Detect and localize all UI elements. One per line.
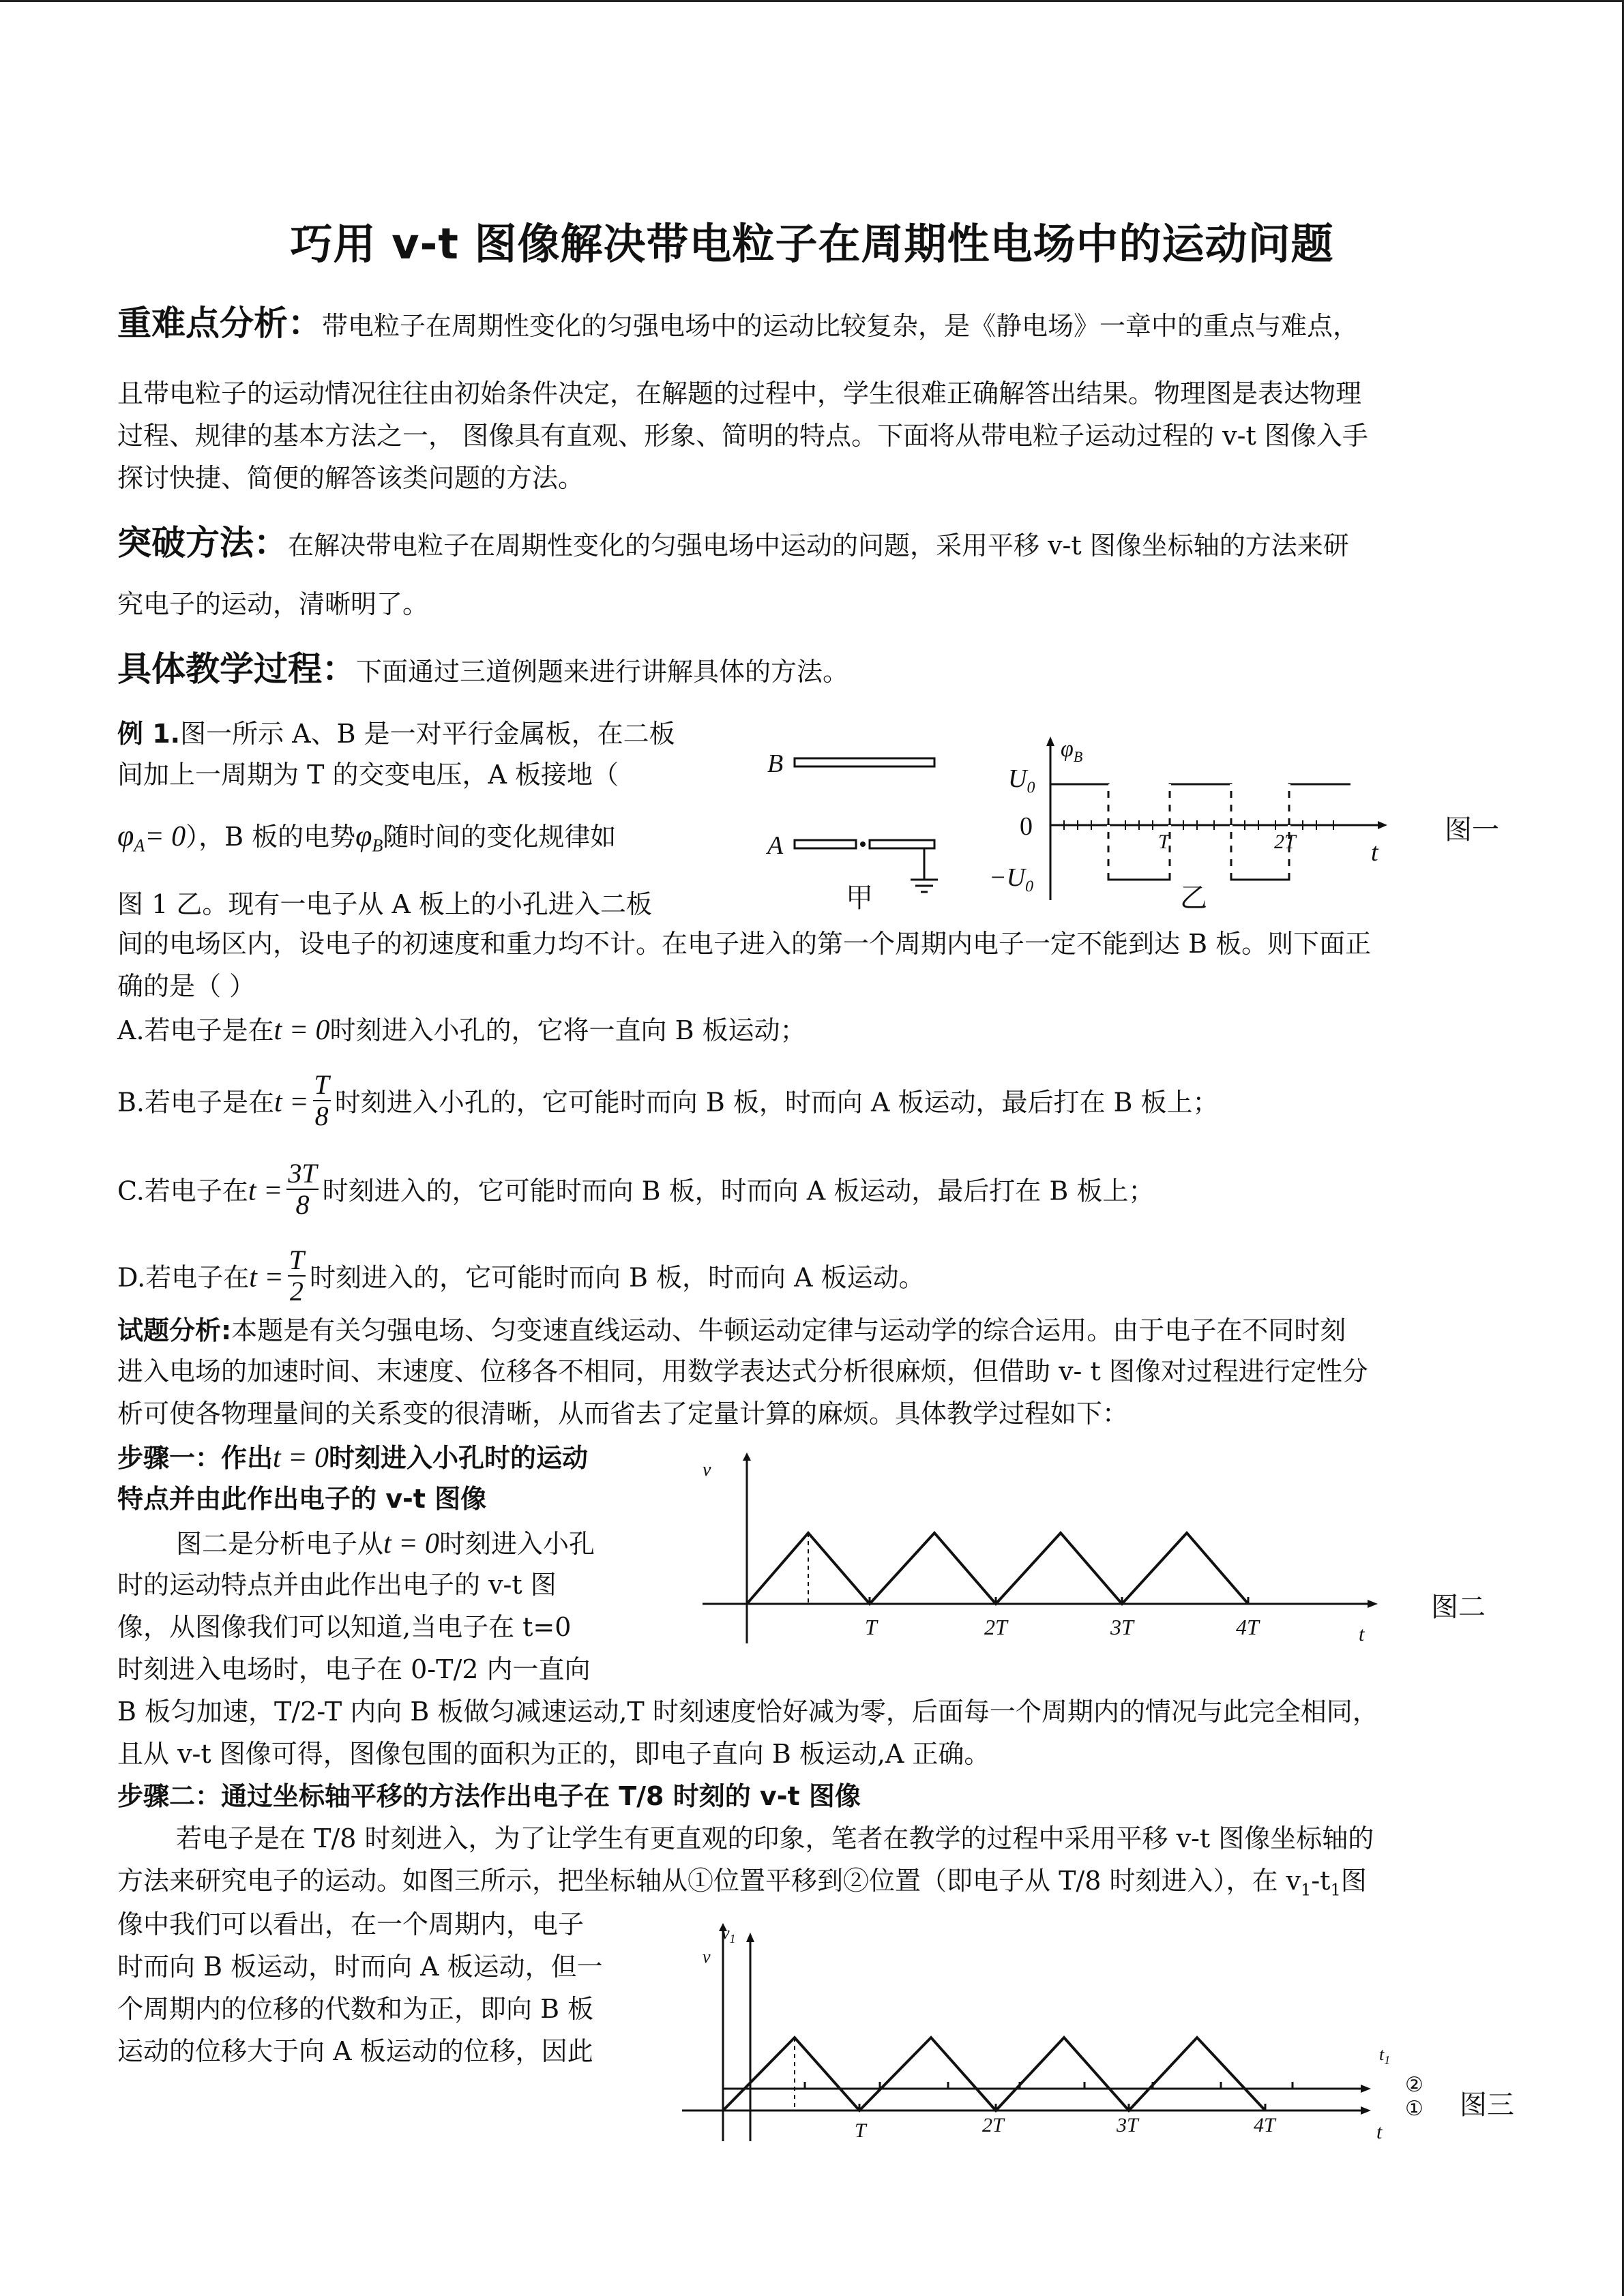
plate-b-label: B bbox=[767, 749, 784, 778]
step1-text-3: 像，从图像我们可以知道,当电子在 t=0 bbox=[117, 1612, 572, 1642]
fig3-v1-sub: 1 bbox=[729, 1932, 736, 1946]
section-method-line1 bbox=[117, 525, 1349, 563]
u0-label bbox=[1008, 764, 1035, 798]
option-b bbox=[117, 1069, 1219, 1135]
u0-sub: 0 bbox=[1027, 779, 1035, 797]
phi-a-eq: = 0 bbox=[145, 821, 186, 852]
option-c-pre: C.若电子在 bbox=[117, 1176, 248, 1206]
step1-text-4: 时刻进入电场时，电子在 0-T/2 内一直向 bbox=[117, 1654, 591, 1684]
step2-text-1: 若电子是在 T/8 时刻进入，为了让学生有更直观的印象，笔者在教学的过程中采用平移 v-t 图像坐标轴的 bbox=[176, 1823, 1374, 1853]
difficulty-text-2: 且带电粒子的运动情况往往由初始条件决定，在解题的过程中，学生很难正确解答出结果。物理图是表达物理 bbox=[117, 378, 1362, 408]
method-text-2: 究电子的运动，清晰明了。 bbox=[117, 589, 429, 619]
section-method-heading: 突破方法： bbox=[117, 523, 288, 563]
option-b-post: 时刻进入小孔的，它可能时而向 B 板，时而向 A 板运动，最后打在 B 板上； bbox=[334, 1087, 1219, 1118]
figure1-diagram bbox=[757, 736, 1535, 914]
option-b-fraction bbox=[313, 1070, 331, 1131]
example1-line1 bbox=[117, 716, 675, 751]
example1-text-2: 间加上一周期为 T 的交变电压，A 板接地（ bbox=[117, 760, 619, 790]
fig2-velocity-curve bbox=[747, 1533, 1248, 1604]
plate-a-left bbox=[795, 840, 856, 848]
fig1-tick-t: T bbox=[1158, 831, 1170, 853]
fig3-v-label: v bbox=[703, 1947, 711, 1967]
fig2-t-label: t bbox=[1359, 1623, 1365, 1645]
option-d-t: t = bbox=[249, 1262, 284, 1294]
analysis-text-1: 本题是有关匀强电场、匀变速直线运动、牛顿运动定律与运动学的综合运用。由于电子在不同时刻 bbox=[231, 1315, 1346, 1345]
figure3-vt-shifted-graph bbox=[675, 1923, 1405, 2155]
fig2-tick-4: 4T bbox=[1236, 1615, 1259, 1639]
step2-text-2 bbox=[117, 1863, 1367, 1908]
page-title: 巧用 v-t 图像解决带电粒子在周期性电场中的运动问题 bbox=[290, 219, 1334, 269]
example1-text-6: 确的是（ ） bbox=[117, 971, 256, 1001]
phi-a-sub: A bbox=[134, 835, 145, 856]
fig3-tick-4: 4T bbox=[1254, 2114, 1275, 2136]
option-b-den: 8 bbox=[314, 1101, 329, 1131]
option-c-t: t = bbox=[248, 1175, 283, 1207]
option-b-pre: B.若电子是在 bbox=[117, 1087, 275, 1118]
option-a bbox=[117, 1013, 806, 1048]
plate-a-hole bbox=[860, 841, 866, 847]
step1-text-2: 时的运动特点并由此作出电子的 v-t 图 bbox=[117, 1570, 557, 1600]
phi-a-symbol: φ bbox=[117, 819, 134, 852]
plate-a-label: A bbox=[767, 831, 784, 860]
analysis-text-3: 析可使各物理量间的关系变的很清晰，从而省去了定量计算的麻烦。具体教学过程如下： bbox=[117, 1399, 1129, 1429]
neg-u0-label bbox=[989, 863, 1033, 897]
example1-text-4: 图 1 乙。现有一电子从 A 板上的小孔进入二板 bbox=[117, 889, 652, 919]
section-difficulty-line1 bbox=[117, 305, 1359, 344]
fig1-tick-2t: 2T bbox=[1274, 831, 1296, 853]
fig3-v1-label bbox=[722, 1923, 736, 1946]
option-b-t: t = bbox=[274, 1086, 309, 1118]
difficulty-text-1: 带电粒子在周期性变化的匀强电场中的运动比较复杂，是《静电场》一章中的重点与难点， bbox=[322, 311, 1359, 341]
fig2-tick-1: T bbox=[865, 1615, 877, 1639]
example1-text-5: 间的电场区内，设电子的初速度和重力均不计。在电子进入的第一个周期内电子一定不能到达 B 板。则下面正 bbox=[117, 929, 1372, 959]
plate-b bbox=[795, 758, 934, 766]
origin-zero: 0 bbox=[1020, 812, 1033, 841]
step2-text-4: 时而向 B 板运动，时而向 A 板运动，但一 bbox=[117, 1952, 603, 1982]
fig3-position-2: ② bbox=[1405, 2073, 1423, 2097]
example1-label: 例 1. bbox=[117, 719, 181, 749]
step2-text-5: 个周期内的位移的代数和为正，即向 B 板 bbox=[117, 1994, 594, 2024]
fig3-t-label: t bbox=[1376, 2121, 1383, 2143]
fig3-t1-label bbox=[1379, 2044, 1390, 2068]
option-c-post: 时刻进入的，它可能时而向 B 板，时而向 A 板运动，最后打在 B 板上； bbox=[322, 1176, 1155, 1206]
plate-a-right bbox=[870, 840, 934, 848]
option-d-fraction bbox=[288, 1245, 306, 1307]
step1-text-1b: 时刻进入小孔 bbox=[439, 1529, 595, 1559]
fig3-tick-3: 3T bbox=[1117, 2114, 1138, 2136]
page-border-top bbox=[0, 0, 1624, 2]
step2-text-3: 像中我们可以看出，在一个周期内，电子 bbox=[117, 1909, 585, 1939]
section-process-heading: 具体教学过程： bbox=[117, 649, 356, 689]
fig1-t-axis: t bbox=[1371, 838, 1378, 867]
option-d-pre: D.若电子在 bbox=[117, 1262, 250, 1293]
fig3-t1-text: t bbox=[1379, 2044, 1385, 2064]
method-text-1: 在解决带电粒子在周期性变化的匀强电场中运动的问题，采用平移 v-t 图像坐标轴的方法来研 bbox=[288, 531, 1349, 561]
step2-text-2a: 方法来研究电子的运动。如图三所示，把坐标轴从①位置平移到②位置（即电子从 T/8 时刻进入），在 v bbox=[117, 1866, 1301, 1896]
step1-text-5: B 板匀加速，T/2-T 内向 B 板做匀减速运动,T 时刻速度恰好减为零，后面每一个周期内的情况与此完全相同， bbox=[117, 1697, 1378, 1727]
difficulty-text-3: 过程、规律的基本方法之一， 图像具有直观、形象、简明的特点。下面将从带电粒子运动过程的 v-t 图像入手 bbox=[117, 421, 1368, 451]
option-a-pre: A.若电子是在 bbox=[117, 1015, 274, 1045]
step1-heading-b: 时刻进入小孔时的运动 bbox=[329, 1443, 589, 1473]
step2-heading: 步骤二：通过坐标轴平移的方法作出电子在 T/8 时刻的 v-t 图像 bbox=[117, 1781, 861, 1811]
u0-text: U bbox=[1008, 764, 1027, 793]
figure1-label-jia: 甲 bbox=[846, 882, 873, 914]
phi-axis-text: φ bbox=[1061, 736, 1074, 762]
fig3-v1-text: v bbox=[722, 1923, 730, 1943]
example1-text-3 bbox=[117, 818, 616, 864]
option-d-num: T bbox=[289, 1244, 304, 1275]
step1-text-1 bbox=[176, 1526, 595, 1562]
step1-text-1a: 图二是分析电子从 bbox=[176, 1529, 384, 1559]
analysis-heading: 试题分析: bbox=[117, 1315, 232, 1345]
option-c-den: 8 bbox=[295, 1189, 310, 1220]
process-text-1: 下面通过三道例题来进行讲解具体的方法。 bbox=[356, 657, 849, 687]
section-difficulty-heading: 重难点分析： bbox=[117, 303, 322, 343]
step1-text-1-math: t = 0 bbox=[383, 1528, 440, 1560]
example1-text-3b: ），B 板的电势 bbox=[186, 822, 356, 852]
figure3-caption: 图三 bbox=[1460, 2089, 1514, 2121]
option-a-math: t = 0 bbox=[274, 1015, 330, 1046]
neg-u0-text: −U bbox=[989, 863, 1026, 892]
option-d bbox=[117, 1244, 925, 1311]
step2-text-2c: 图 bbox=[1340, 1866, 1367, 1896]
fig3-t1-sub: 1 bbox=[1384, 2053, 1391, 2068]
option-d-post: 时刻进入的，它可能时而向 B 板，时而向 A 板运动。 bbox=[309, 1262, 925, 1293]
figure1-label-yi: 乙 bbox=[1180, 882, 1207, 914]
fig3-velocity-curve bbox=[723, 2038, 1265, 2111]
phi-b-axis-label bbox=[1061, 736, 1082, 766]
phi-axis-sub: B bbox=[1073, 747, 1083, 765]
step1-heading-line1 bbox=[117, 1440, 588, 1476]
analysis-line1 bbox=[117, 1313, 1346, 1348]
fig2-v-label: v bbox=[703, 1459, 711, 1480]
fig3-tick-1: T bbox=[855, 2119, 866, 2142]
option-b-num: T bbox=[314, 1069, 329, 1100]
section-process-line1 bbox=[117, 651, 848, 689]
option-c-num: 3T bbox=[288, 1158, 317, 1189]
phi-b-waveform bbox=[1050, 784, 1350, 880]
phi-b-sub: B bbox=[372, 835, 383, 856]
neg-u0-sub: 0 bbox=[1025, 878, 1034, 896]
step1-heading-line2: 特点并由此作出电子的 v-t 图像 bbox=[117, 1484, 487, 1514]
example1-text-3c: 随时间的变化规律如 bbox=[383, 822, 617, 852]
option-d-den: 2 bbox=[289, 1276, 304, 1307]
example1-text-1: 图一所示 A、B 是一对平行金属板，在二板 bbox=[180, 719, 675, 749]
fig2-tick-3: 3T bbox=[1110, 1615, 1134, 1639]
fig3-position-1: ① bbox=[1405, 2097, 1423, 2121]
analysis-text-2: 进入电场的加速时间、末速度、位移各不相同，用数学表达式分析很麻烦，但借助 v- t 图像对过程进行定性分 bbox=[117, 1356, 1368, 1386]
fig3-tick-2: 2T bbox=[982, 2114, 1004, 2136]
step2-text-2b: -t bbox=[1311, 1866, 1331, 1896]
step1-heading-a: 步骤一：作出 bbox=[117, 1443, 274, 1473]
fig2-tick-2: 2T bbox=[984, 1615, 1007, 1639]
step1-text-6: 且从 v-t 图像可得，图像包围的面积为正的，即电子直向 B 板运动,A 正确。 bbox=[117, 1739, 990, 1769]
figure2-vt-graph bbox=[696, 1452, 1405, 1650]
figure2-caption: 图二 bbox=[1431, 1592, 1486, 1623]
option-a-post: 时刻进入小孔的，它将一直向 B 板运动； bbox=[329, 1015, 806, 1045]
option-c-fraction bbox=[286, 1159, 318, 1220]
step2-sub2: 1 bbox=[1330, 1880, 1341, 1900]
phi-b-symbol: φ bbox=[355, 819, 372, 852]
figure1-caption: 图一 bbox=[1445, 814, 1499, 846]
option-c bbox=[117, 1158, 1155, 1224]
difficulty-text-4: 探讨快捷、简便的解答该类问题的方法。 bbox=[117, 463, 585, 493]
step2-text-6: 运动的位移大于向 A 板运动的位移，因此 bbox=[117, 2036, 593, 2066]
step2-sub1: 1 bbox=[1301, 1880, 1312, 1900]
step1-heading-math: t = 0 bbox=[273, 1442, 329, 1474]
